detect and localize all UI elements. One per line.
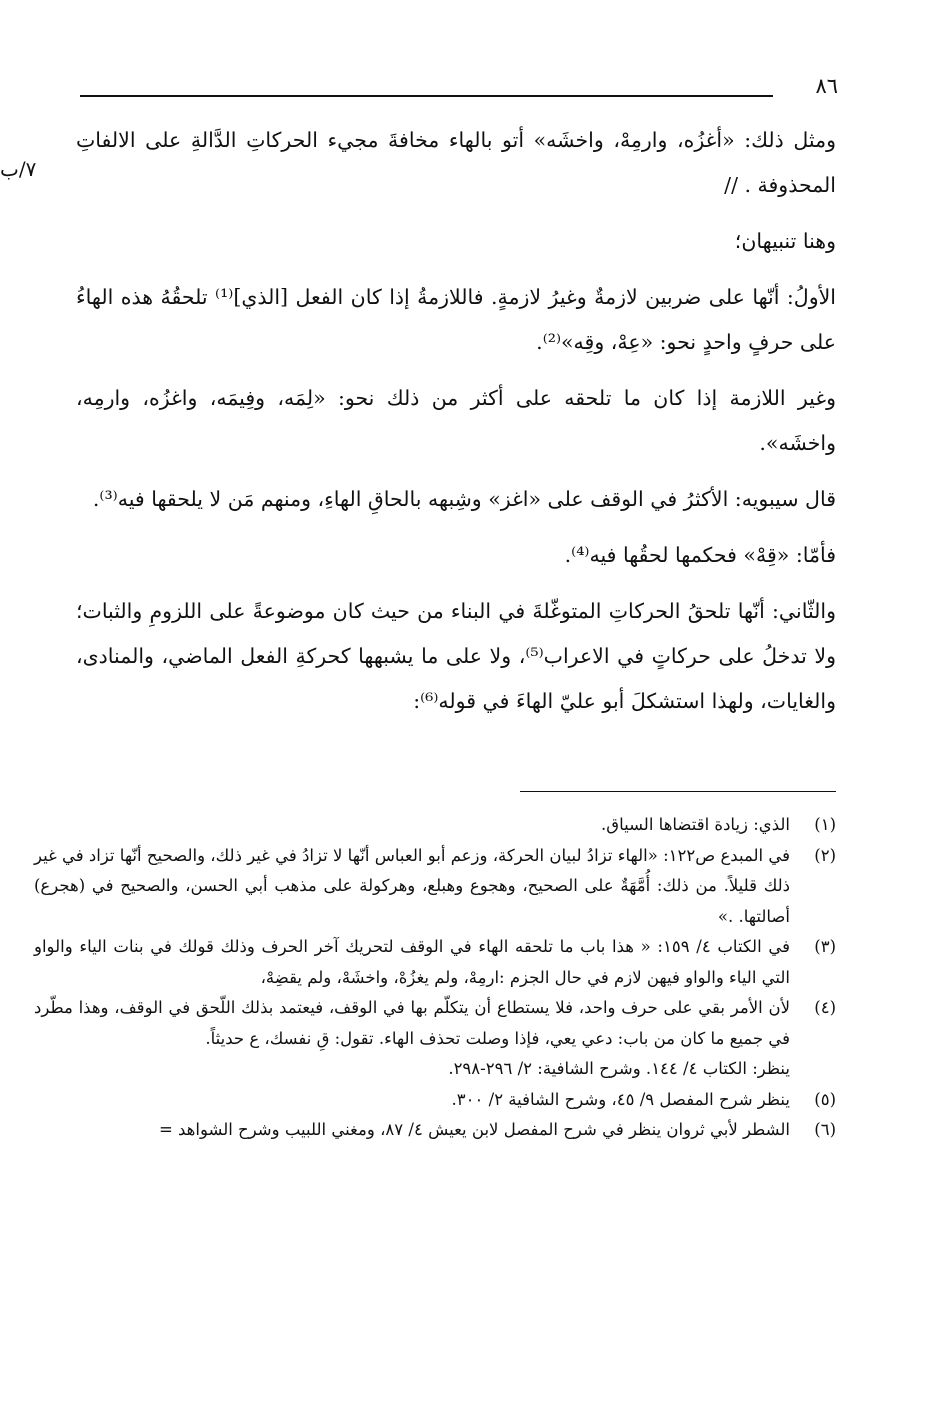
margin-note: ٧/ب bbox=[0, 157, 37, 181]
header-rule bbox=[80, 95, 773, 97]
footnote-number: (٣) bbox=[814, 937, 836, 956]
footnote-4 bbox=[34, 993, 836, 1054]
paragraph-6: فأمّا: «قِهْ» فحكمها لحقُها فيه⁽⁴⁾. bbox=[564, 543, 836, 567]
footnote-text: في الكتاب ٤/ ١٥٩: « هذا باب ما تلحقه الهاء في الوقف لتحريك آخر الحرف وذلك قولك في بنات الياء والواو التي الياء والواو فيهن لازم في حال الجزم :ارمِهْ، ولم يغزُهْ، واخشَهْ، ولم يقضِهْ، bbox=[34, 937, 790, 987]
footnote-1 bbox=[34, 810, 836, 841]
paragraph-7: والثّاني: أنّها تلحقُ الحركاتِ المتوغّلةَ في البناء من حيث كان موضوعةً على اللزومِ والثبات؛ ولا تدخلُ على حركاتٍ في الاعراب⁽⁵⁾، ولا على ما يشبهها كحركةِ الفعل الماضي، والمنادى، والغايات، ولهذا استشكلَ أبو عليّ الهاءَ في قوله⁽⁶⁾: bbox=[76, 599, 837, 713]
paragraph-1: ومثل ذلك: «أغزُه، وارمِهْ، واخشَه» أتو بالهاء مخافةَ مجيء الحركاتِ الدَّالةِ على الالفاتِ المحذوفة . // bbox=[76, 128, 836, 197]
footnote-number: (١) bbox=[814, 815, 836, 834]
footnote-number: (٦) bbox=[814, 1120, 836, 1139]
paragraph-3: الأولُ: أنّها على ضربين لازمةٌ وغيرُ لازمةٍ. فاللازمةُ إذا كان الفعل [الذي]⁽¹⁾ تلحقُهُ هذه الهاءُ على حرفٍ واحدٍ نحو: «عِهْ، وقِه»⁽²⁾. bbox=[76, 285, 836, 354]
footnote-6 bbox=[34, 1115, 836, 1146]
footnote-text: الشطر لأبي ثروان ينظر في شرح المفصل لابن يعيش ٤/ ٨٧، ومغني اللبيب وشرح الشواهد = bbox=[158, 1120, 790, 1139]
page-number: ٨٦ bbox=[815, 74, 838, 98]
footnote-2 bbox=[34, 841, 836, 933]
footnote-number: (٥) bbox=[814, 1089, 836, 1109]
footnote-text: الذي: زيادة اقتضاها السياق. bbox=[601, 815, 790, 834]
paragraph-2: وهنا تنبيهان؛ bbox=[734, 229, 836, 253]
footnote-number: (٤) bbox=[814, 998, 836, 1017]
footnote-text: ينظر شرح المفصل ٩/ ٤٥، وشرح الشافية ٢/ ٣٠٠. bbox=[451, 1089, 790, 1109]
footnote-number: (٢) bbox=[814, 845, 836, 865]
paragraph-5: قال سيبويه: الأكثرُ في الوقف على «اغز» وشِبهه بالحاقِ الهاءِ، ومنهم مَن لا يلحقها فيه⁽³⁾. bbox=[92, 487, 836, 511]
footnote-4-continuation: ينظر: الكتاب ٤/ ١٤٤. وشرح الشافية: ٢/ ٢٩٦-٢٩٨. bbox=[448, 1059, 790, 1078]
footnote-text: في المبدع ص١٢٢: «الهاء تزادُ لبيان الحركة، وزعم أبو العباس أنّها لا تزادُ في غير ذلك، والصحيح أنّها تزاد في غير ذلك قليلاً. من ذلك: أُمَّهَةٌ على الصحيح، وهجوع وهبلع، وهركولة على مذهب أبي الحسن، والصحيح في (هجرع) أصالتها. .» bbox=[34, 845, 790, 926]
main-text bbox=[76, 118, 836, 735]
footnote-5 bbox=[34, 1085, 836, 1116]
footnote-text: لأن الأمر بقي على حرف واحد، فلا يستطاع أن يتكلّم بها في الوقف، فيعتمد بذلك اللّحق في الوقف، وهذا مطّرد في جميع ما كان من باب: دعي يعي، فإذا وصلت تحذف الهاء. تقول: قِ نفسك، ع حديثاً. bbox=[34, 998, 790, 1048]
footnote-rule bbox=[520, 791, 836, 792]
footnotes bbox=[34, 810, 836, 1146]
paragraph-4: وغير اللازمة إذا كان ما تلحقه على أكثر من ذلك نحو: «لِمَه، وفِيمَه، واغزُه، وارمِه، واخشَه». bbox=[76, 386, 836, 455]
footnote-3 bbox=[34, 932, 836, 993]
